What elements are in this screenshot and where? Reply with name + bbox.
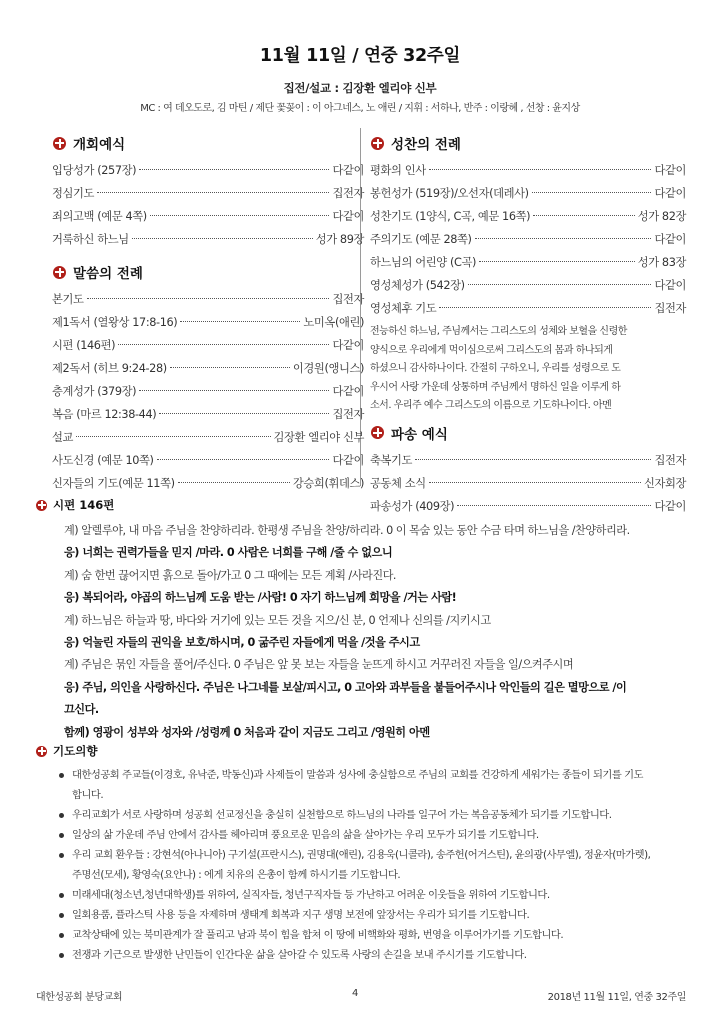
order-item-label: 영성체후 기도 xyxy=(370,302,437,315)
dotted-leader xyxy=(532,192,652,193)
dotted-leader xyxy=(76,436,270,437)
cross-icon xyxy=(36,746,47,757)
order-item-label: 제2독서 (히브 9:24-28) xyxy=(52,362,167,375)
cross-icon xyxy=(53,137,66,150)
dotted-leader xyxy=(87,298,330,299)
order-item xyxy=(52,472,364,495)
cross-icon xyxy=(36,500,47,511)
intentions-heading xyxy=(36,742,97,760)
intention-item: 미래세대(청소년,청년대학생)를 위하여, 실직자들, 청년구직자들 등 가난하고 어려운 이웃들을 위하여 기도합니다. xyxy=(58,885,698,905)
dotted-leader xyxy=(439,307,651,308)
psalm-line: 응) 복되어라, 야곱의 하느님께 도움 받는 /사람! 0 자기 하느님께 희망을 /거는 사람! xyxy=(64,591,457,605)
order-item-value: 성가 83장 xyxy=(637,256,686,269)
prayer-line: 하셨으니 감사하나이다. 간절히 구하오니, 우리를 성령으로 도 xyxy=(370,363,621,374)
cross-icon xyxy=(371,137,384,150)
dotted-leader xyxy=(178,482,290,483)
order-item-value: 강승희(휘데스) xyxy=(292,477,364,490)
order-item-value: 성가 89장 xyxy=(315,233,364,246)
order-item xyxy=(52,205,364,228)
order-item-label: 신자들의 기도(예문 11쪽) xyxy=(52,477,175,490)
psalm-line: 함께) 영광이 성부와 성자와 /성령께 0 처음과 같이 지금도 그리고 /영원히 아멘 xyxy=(64,725,430,739)
dismissal-list xyxy=(370,449,686,518)
intention-item: 합니다. xyxy=(72,789,104,801)
dotted-leader xyxy=(533,215,635,216)
order-item xyxy=(370,495,686,518)
psalm-line: 계) 하느님은 하늘과 땅, 바다와 거기에 있는 모든 것을 지으/신 분, 0 언제나 신의를 /지키시고 xyxy=(64,613,491,627)
order-item-value: 다같이 xyxy=(332,164,364,177)
order-item-value: 다같이 xyxy=(654,164,686,177)
footer-page-number: 4 xyxy=(352,988,359,999)
prayer-line: 소서. 우리주 예수 그리스도의 이름으로 기도하나이다. 아멘 xyxy=(370,400,612,411)
page-title: 11월 11일 / 연중 32주일 xyxy=(259,46,461,66)
psalm-line: 응) 주님, 의인을 사랑하신다. 주님은 나그네를 보살/피시고, 0 고아와 과부들을 붙들어주시나 악인들의 길은 멸망으로 /이 xyxy=(64,680,627,694)
order-item-label: 주의기도 (예문 28쪽) xyxy=(370,233,472,246)
section-opening-title: 개회예식 xyxy=(73,137,126,153)
dotted-leader xyxy=(180,321,300,322)
section-eucharist-heading xyxy=(371,132,686,154)
psalm-heading xyxy=(36,496,114,514)
order-item xyxy=(370,297,686,320)
intention-item: 전쟁과 기근으로 발생한 난민들이 인간다운 삶을 살아갈 수 있도록 사랑의 손길을 보내 주시기를 기도합니다. xyxy=(58,945,698,965)
order-item xyxy=(52,182,364,205)
intention-item: 주명선(모세), 황영숙(요안나) : 에게 치유의 은총이 함께 하시기를 기도합니다. xyxy=(72,869,401,881)
section-dismissal-heading xyxy=(371,422,686,444)
psalm-body xyxy=(64,520,694,744)
dotted-leader xyxy=(457,505,651,506)
intention-item: 일상의 삶 가운데 주님 안에서 감사를 헤아리며 풍요로운 믿음의 삶을 살아가는 우리 모두가 되기를 기도합니다. xyxy=(58,825,698,845)
order-item xyxy=(52,357,364,380)
section-word-heading xyxy=(53,261,364,283)
intentions-title: 기도의향 xyxy=(53,744,98,758)
right-column xyxy=(370,132,686,518)
order-item-label: 설교 xyxy=(52,431,74,444)
order-item-value: 다같이 xyxy=(332,385,364,398)
section-eucharist-title: 성찬의 전례 xyxy=(391,137,461,153)
order-item-value: 신자회장 xyxy=(643,476,686,490)
order-item-label: 입당성가 (257장) xyxy=(52,164,137,177)
order-item-label: 제1독서 (열왕상 17:8-16) xyxy=(52,316,178,329)
order-item-label: 거룩하신 하느님 xyxy=(52,233,129,246)
order-item-value: 다같이 xyxy=(332,210,364,223)
order-item xyxy=(52,449,364,472)
order-item xyxy=(52,288,364,311)
section-word-title: 말씀의 전례 xyxy=(73,266,143,282)
prayer-line: 우시어 사랑 가운데 상통하며 주님께서 명하신 일을 이루게 하 xyxy=(370,381,621,393)
psalm-title: 시편 146편 xyxy=(53,498,115,512)
psalm-line: 응) 너희는 권력가들을 믿지 /마라. 0 사람은 너희를 구해 /줄 수 없으니 xyxy=(64,546,393,560)
post-communion-prayer xyxy=(370,323,686,416)
order-item-value: 집전자 xyxy=(332,408,364,421)
presider-line: 집전/설교 : 김장환 엘리야 신부 xyxy=(283,81,437,95)
order-item-value: 노미옥(애린) xyxy=(303,316,364,329)
order-item xyxy=(52,159,364,182)
order-item-value: 다같이 xyxy=(654,187,686,200)
intentions-list xyxy=(58,765,698,965)
order-item xyxy=(370,228,686,251)
psalm-line: 계) 주님은 묶인 자들을 풀어/주신다. 0 주님은 앞 못 보는 자들을 눈뜨게 하시고 거꾸러진 자들을 일/으켜주시며 xyxy=(64,658,574,672)
intention-item: 교착상태에 있는 북미관계가 잘 풀리고 남과 북이 힘을 합쳐 이 땅에 비핵화와 평화, 번영을 이루어가기를 기도합니다. xyxy=(58,925,698,945)
intention-item: 우리교회가 서로 사랑하며 성공회 선교정신을 충실히 실천함으로 하느님의 나라를 일구어 가는 복음공동체가 되기를 기도합니다. xyxy=(58,805,698,825)
dotted-leader xyxy=(429,482,641,483)
dotted-leader xyxy=(475,238,652,239)
dotted-leader xyxy=(415,459,651,460)
dotted-leader xyxy=(150,215,330,216)
dotted-leader xyxy=(479,261,635,262)
section-dismissal-title: 파송 예식 xyxy=(391,426,448,443)
order-item xyxy=(370,182,686,205)
psalm-line: 끄신다. xyxy=(64,703,99,717)
order-item xyxy=(370,251,686,274)
dotted-leader xyxy=(132,238,313,239)
dotted-leader xyxy=(139,390,329,391)
order-item-label: 봉헌성가 (519장)/오선자(데레사) xyxy=(370,187,529,200)
dotted-leader xyxy=(139,169,329,170)
order-item-label: 성찬기도 (1양식, C곡, 예문 16쪽) xyxy=(370,210,531,223)
intention-item: 일회용품, 플라스틱 사용 등을 자제하며 생태계 회복과 지구 생명 보전에 앞장서는 우리가 되기를 기도합니다. xyxy=(58,905,698,925)
order-item xyxy=(370,205,686,228)
order-item xyxy=(370,449,686,472)
psalm-line: 응) 억눌린 자들의 권익을 보호/하시며, 0 굶주린 자들에게 먹을 /것을 주시고 xyxy=(64,636,420,650)
left-column xyxy=(52,132,364,495)
staff-line: MC : 여 데오도로, 김 마틴 / 제단 꽃꽂이 : 이 아그네스, 노 애린 / 지휘 : 서하나, 반주 : 이랑혜 , 선창 : 윤지상 xyxy=(140,103,580,114)
order-item-value: 성가 82장 xyxy=(637,210,686,223)
order-item-value: 김장환 엘리야 신부 xyxy=(273,431,364,444)
order-item-label: 죄의고백 (예문 4쪽) xyxy=(52,210,147,223)
dotted-leader xyxy=(118,344,329,345)
dotted-leader xyxy=(159,413,329,414)
intention-item: 우리 교회 환우들 : 강현석(아나니아) 구기설(프란시스), 권명대(애린), 김용욱(니콜라), 송주헌(어거스틴), 윤의광(사무엘), 정윤자(마가렛), xyxy=(58,845,698,865)
order-item-value: 다같이 xyxy=(654,279,686,292)
order-item xyxy=(370,274,686,297)
order-item-label: 복음 (마르 12:38-44) xyxy=(52,408,157,421)
order-item xyxy=(370,159,686,182)
cross-icon xyxy=(53,266,66,279)
dotted-leader xyxy=(157,459,330,460)
order-item-value: 다같이 xyxy=(332,454,364,467)
intention-item: 대한성공회 주교들(이경호, 유낙준, 박동신)과 사제들이 말씀과 성사에 충실함으로 주님의 교회를 건강하게 세워가는 종들이 되기를 기도 xyxy=(58,765,698,785)
order-item-value: 집전자 xyxy=(332,187,364,200)
order-item xyxy=(52,426,364,449)
order-item-value: 이경원(앵니스) xyxy=(292,362,364,375)
footer-date: 2018년 11월 11일, 연중 32주일 xyxy=(547,992,686,1003)
prayer-line: 양식으로 우리에게 먹이심으로써 그리스도의 몸과 하나되게 xyxy=(370,344,613,356)
order-item-label: 하느님의 어린양 (C곡) xyxy=(370,256,476,269)
order-item-label: 시편 (146편) xyxy=(52,339,116,352)
order-item xyxy=(52,403,364,426)
order-item-label: 본기도 xyxy=(52,293,84,306)
dotted-leader xyxy=(429,169,652,170)
order-item-label: 공동체 소식 xyxy=(370,476,426,490)
order-item-label: 정심기도 xyxy=(52,187,95,200)
dotted-leader xyxy=(170,367,290,368)
prayer-line: 전능하신 하느님, 주님께서는 그리스도의 성체와 보혈을 신령한 xyxy=(370,326,627,337)
order-item-label: 파송성가 (409장) xyxy=(370,499,455,513)
section-opening-heading xyxy=(53,132,364,154)
word-list xyxy=(52,288,364,495)
dotted-leader xyxy=(468,284,652,285)
order-item-value: 다같이 xyxy=(654,233,686,246)
order-item-label: 층계성가 (379장) xyxy=(52,385,137,398)
order-item xyxy=(52,311,364,334)
order-item-value: 집전자 xyxy=(332,293,364,306)
order-item xyxy=(52,334,364,357)
order-item-value: 다같이 xyxy=(654,499,686,513)
eucharist-list xyxy=(370,159,686,320)
opening-list xyxy=(52,159,364,251)
order-item-value: 다같이 xyxy=(332,339,364,352)
order-item-label: 평화의 인사 xyxy=(370,164,426,177)
cross-icon xyxy=(371,426,384,439)
psalm-line: 계) 알렐루야, 내 마음 주님을 찬양하리라. 한평생 주님을 찬양/하리라. 0 이 목숨 있는 동안 수금 타며 하느님을 /찬양하리라. xyxy=(64,524,630,537)
order-item-label: 사도신경 (예문 10쪽) xyxy=(52,454,154,467)
order-item-label: 영성체성가 (542장) xyxy=(370,279,465,292)
psalm-line: 계) 숨 한번 끊어지면 흙으로 돌아/가고 0 그 때에는 모든 계획 /사라진다. xyxy=(64,568,396,582)
order-item xyxy=(370,472,686,495)
order-item-value: 집전자 xyxy=(654,302,686,315)
order-item xyxy=(52,380,364,403)
footer-church: 대한성공회 분당교회 xyxy=(36,992,123,1003)
order-item-label: 축복기도 xyxy=(370,453,413,467)
dotted-leader xyxy=(97,192,329,193)
order-item-value: 집전자 xyxy=(654,453,686,467)
order-item xyxy=(52,228,364,251)
